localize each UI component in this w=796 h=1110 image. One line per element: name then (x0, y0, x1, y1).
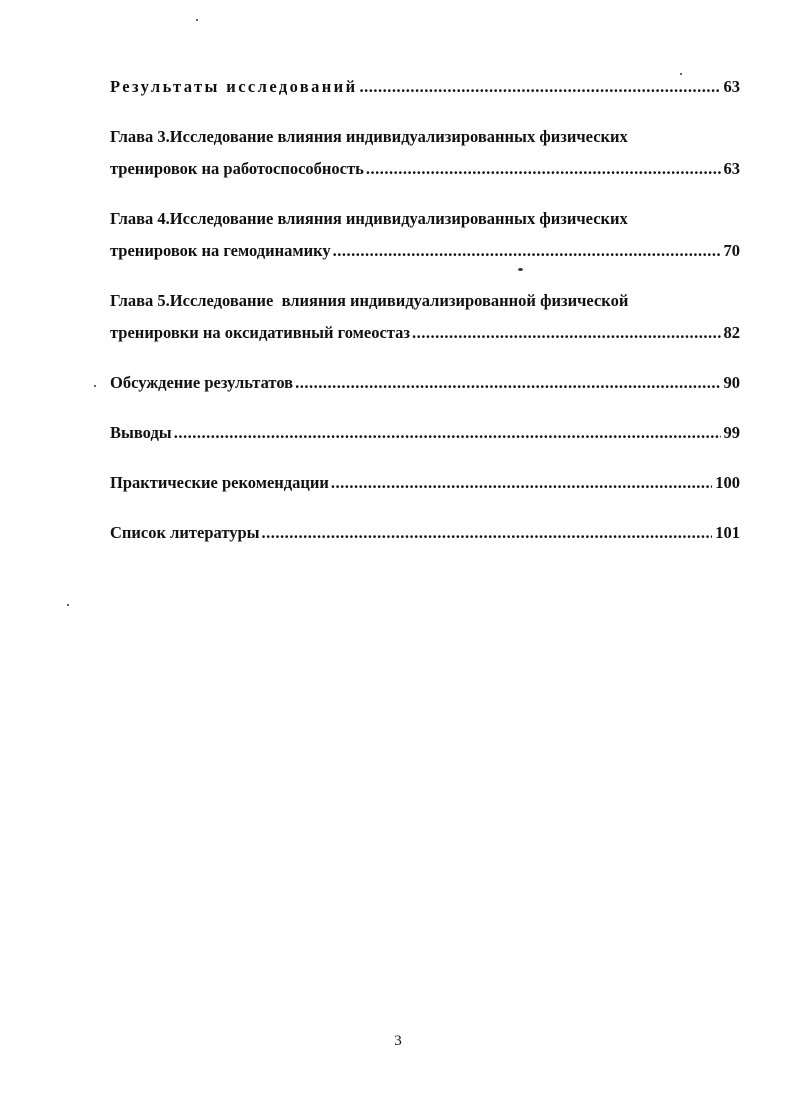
dot-leader (331, 467, 712, 499)
toc-entry-title-cont: тренировок на гемодинамику (110, 241, 331, 260)
toc-entry-title: Практические рекомендации (110, 473, 329, 492)
toc-entry-title: Список литературы (110, 523, 260, 542)
toc-entry-title: Результаты исследований (110, 77, 358, 96)
dot-leader (366, 153, 721, 185)
toc-entry-page: 90 (723, 373, 740, 392)
toc-entry-title: Глава 3.Исследование влияния индивидуализированных физических (110, 127, 628, 146)
toc-entry-page: 100 (715, 473, 740, 492)
dot-leader (333, 235, 721, 267)
scan-speck (94, 385, 96, 387)
table-of-contents (110, 71, 740, 567)
dot-leader (412, 317, 721, 349)
toc-entry-title: Выводы (110, 423, 172, 442)
toc-entry-page: 82 (723, 323, 740, 342)
toc-entry-page: 63 (723, 159, 740, 178)
toc-entry-discussion (110, 367, 740, 399)
toc-entry-title-cont: тренировки на оксидативный гомеостаз (110, 323, 410, 342)
toc-entry-chapter-3 (110, 121, 740, 185)
toc-entry-references (110, 517, 740, 549)
toc-entry-page: 70 (723, 241, 740, 260)
dot-leader (295, 367, 720, 399)
dot-leader (174, 417, 721, 449)
toc-entry-page: 99 (723, 423, 740, 442)
dot-leader (360, 71, 721, 103)
toc-entry-results (110, 71, 740, 103)
scan-speck (196, 19, 198, 21)
dot-leader (262, 517, 713, 549)
toc-entry-chapter-4 (110, 203, 740, 267)
toc-entry-page: 63 (723, 77, 740, 96)
toc-entry-title: Обсуждение результатов (110, 373, 294, 392)
toc-entry-chapter-5 (110, 285, 740, 349)
page-number: 3 (394, 1033, 402, 1049)
toc-entry-conclusions (110, 417, 740, 449)
scan-speck (67, 604, 69, 606)
toc-entry-page: 101 (715, 523, 740, 542)
toc-entry-title: Глава 4.Исследование влияния индивидуализированных физических (110, 209, 628, 228)
toc-entry-recommendations (110, 467, 740, 499)
toc-entry-title: Глава 5.Исследование влияния индивидуализированной физической (110, 291, 629, 310)
toc-entry-title-cont: тренировок на работоспособность (110, 159, 364, 178)
